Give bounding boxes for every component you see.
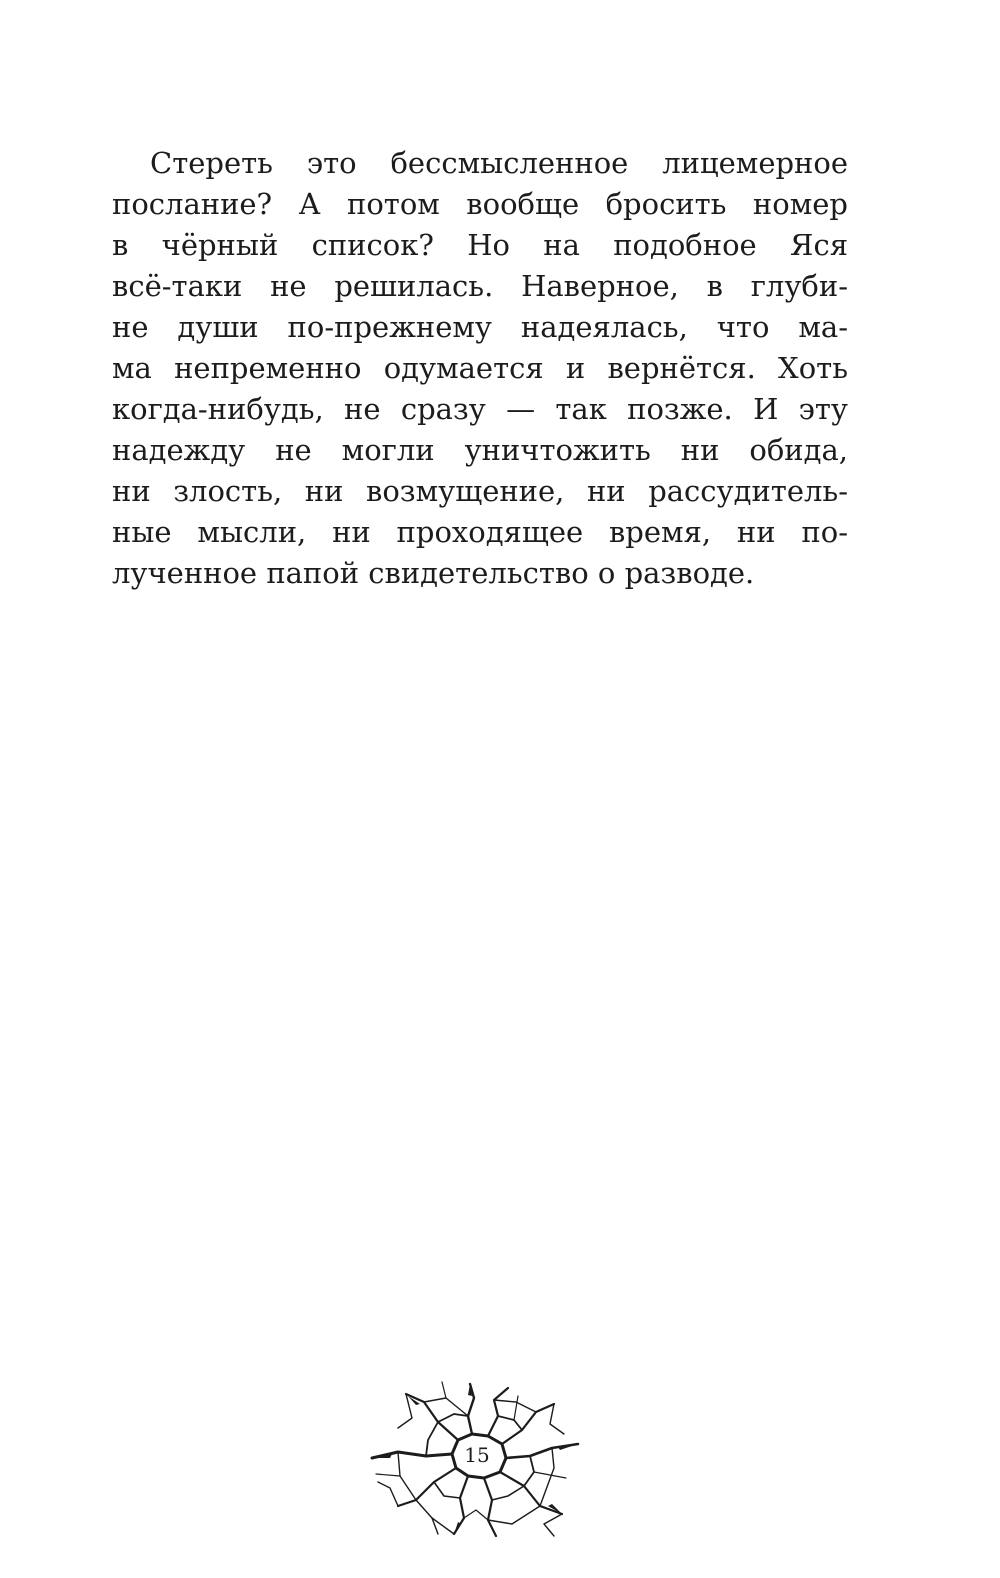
body-paragraph (112, 143, 848, 594)
text-line: ма непременно одумается и вернётся. Хоть (112, 351, 848, 385)
text-line: послание? А потом вообще бросить номер (112, 187, 848, 221)
text-line: всё-таки не решилась. Наверное, в глуби- (112, 269, 848, 303)
text-line: когда-нибудь, не сразу — так позже. И эту (112, 392, 848, 426)
page-number: 15 (464, 1443, 490, 1467)
text-line: ные мысли, ни проходящее время, ни по- (112, 515, 848, 549)
text-line: ни злость, ни возмущение, ни рассудитель- (112, 474, 848, 508)
text-line: надежду не могли уничтожить ни обида, (112, 433, 848, 467)
page-number-ornament (368, 1378, 584, 1540)
text-line: в чёрный список? Но на подобное Яся (112, 228, 848, 262)
text-line: не души по-прежнему надеялась, что ма- (112, 310, 848, 344)
text-line: лученное папой свидетельство о разводе. (112, 556, 755, 590)
text-line: Стереть это бессмысленное лицемерное (150, 146, 848, 180)
